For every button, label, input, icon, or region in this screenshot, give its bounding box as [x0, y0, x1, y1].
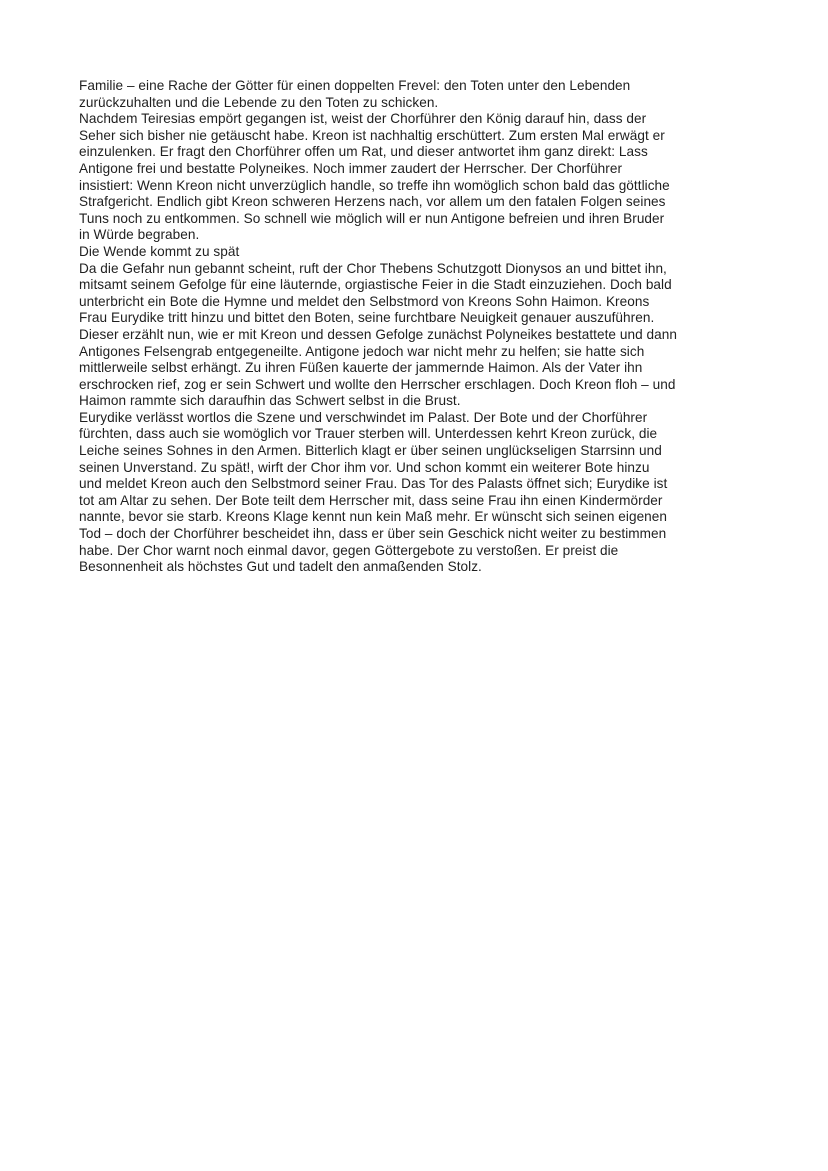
text-line: Haimon rammte sich daraufhin das Schwert selbst in die Brust. — [79, 393, 461, 409]
text-line: seinen Unverstand. Zu spät!, wirft der Chor ihm vor. Und schon kommt ein weiterer Bote hinzu — [79, 459, 650, 475]
text-line: Besonnenheit als höchstes Gut und tadelt den anmaßenden Stolz. — [79, 559, 482, 575]
text-line: Da die Gefahr nun gebannt scheint, ruft der Chor Thebens Schutzgott Dionysos an und bittet ihn, — [79, 260, 667, 276]
text-line: tot am Altar zu sehen. Der Bote teilt dem Herrscher mit, dass seine Frau ihn einen Kindermörder — [79, 492, 663, 508]
text-line: mitsamt seinem Gefolge für eine läuternde, orgiastische Feier in die Stadt einzuziehen. Doch bald — [79, 277, 672, 293]
text-line: Leiche seines Sohnes in den Armen. Bitterlich klagt er über seinen unglückseligen Starrsinn und — [79, 443, 662, 459]
text-line: Seher sich bisher nie getäuscht habe. Kreon ist nachhaltig erschüttert. Zum ersten Mal erwägt er — [79, 127, 665, 143]
text-line: nannte, bevor sie starb. Kreons Klage kennt nun kein Maß mehr. Er wünscht sich seinen eigenen — [79, 509, 668, 525]
text-line: Strafgericht. Endlich gibt Kreon schweren Herzens nach, vor allem um den fatalen Folgen seines — [79, 194, 666, 210]
text-line: in Würde begraben. — [79, 227, 200, 243]
text-line: mittlerweile selbst erhängt. Zu ihren Füßen kauerte der jammernde Haimon. Als der Vater ihn — [79, 360, 643, 376]
text-line: Die Wende kommt zu spät — [79, 243, 240, 259]
text-line: Frau Eurydike tritt hinzu und bittet den Boten, seine furchtbare Neuigkeit genauer auszuführen. — [79, 310, 655, 326]
text-line: Antigones Felsengrab entgegeneilte. Antigone jedoch war nicht mehr zu helfen; sie hatte sich — [79, 343, 645, 359]
text-line: Tuns noch zu entkommen. So schnell wie möglich will er nun Antigone befreien und ihren Bruder — [79, 210, 665, 226]
text-line: erschrocken rief, zog er sein Schwert und wollte den Herrscher erschlagen. Doch Kreon floh – und — [79, 376, 676, 392]
text-line: habe. Der Chor warnt noch einmal davor, gegen Göttergebote zu verstoßen. Er preist die — [79, 542, 619, 558]
text-line: Eurydike verlässt wortlos die Szene und verschwindet im Palast. Der Bote und der Chorführer — [79, 409, 648, 425]
text-line: insistiert: Wenn Kreon nicht unverzüglich handle, so treffe ihn womöglich schon bald das göttliche — [79, 177, 670, 193]
text-line: einzulenken. Er fragt den Chorführer offen um Rat, und dieser antwortet ihm ganz direkt: Lass — [79, 144, 648, 160]
text-line: Dieser erzählt nun, wie er mit Kreon und dessen Gefolge zunächst Polyneikes bestattete und dann — [79, 326, 677, 342]
text-line: Antigone frei und bestatte Polyneikes. Noch immer zaudert der Herrscher. Der Chorführer — [79, 160, 623, 176]
body-text — [79, 78, 754, 576]
text-line: Tod – doch der Chorführer bescheidet ihn, dass er über sein Geschick nicht weiter zu bestimmen — [79, 526, 667, 542]
text-line: fürchten, dass auch sie womöglich vor Trauer sterben will. Unterdessen kehrt Kreon zurück, die — [79, 426, 658, 442]
text-line: unterbricht ein Bote die Hymne und meldet den Selbstmord von Kreons Sohn Haimon. Kreons — [79, 293, 650, 309]
text-line: zurückzuhalten und die Lebende zu den Toten zu schicken. — [79, 94, 439, 110]
text-line: Nachdem Teiresias empört gegangen ist, weist der Chorführer den König darauf hin, dass der — [79, 111, 647, 127]
text-line: Familie – eine Rache der Götter für einen doppelten Frevel: den Toten unter den Lebenden — [79, 78, 631, 93]
text-line: und meldet Kreon auch den Selbstmord seiner Frau. Das Tor des Palasts öffnet sich; Eurydike ist — [79, 476, 668, 492]
